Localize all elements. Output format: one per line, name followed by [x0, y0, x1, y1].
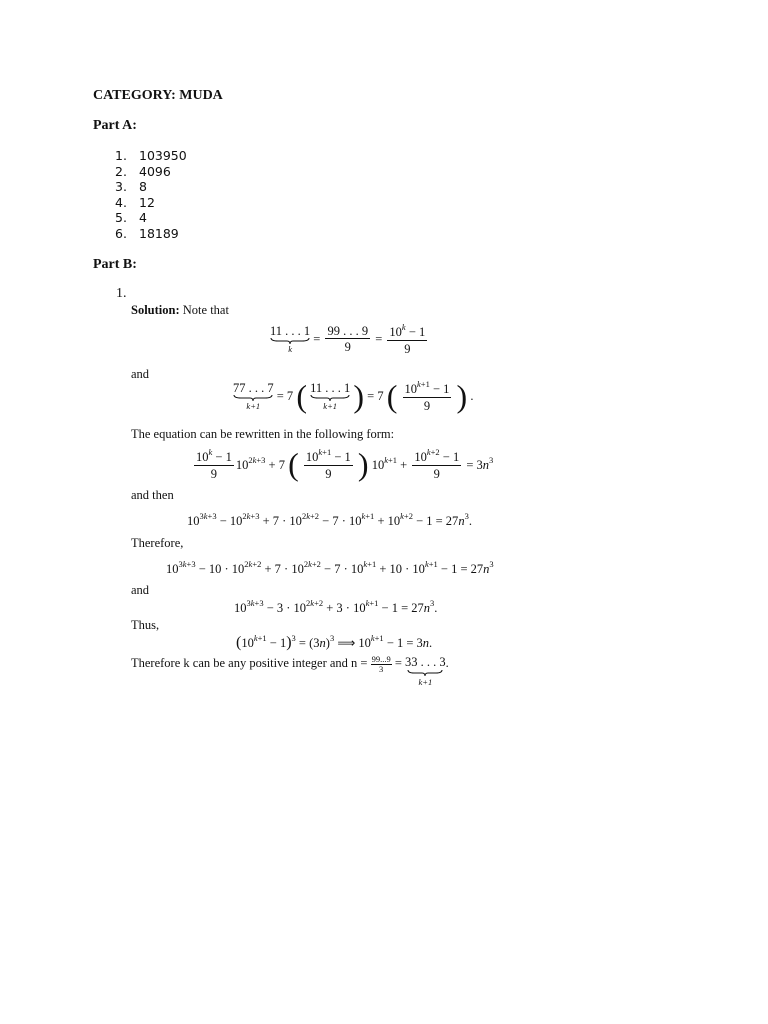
thus-text: Thus, — [131, 618, 160, 632]
part-a-title: Part A: — [93, 118, 137, 133]
equation-repunit: 11 . . . 1 k = $\frac{99 . . . 9}{9}$ = $\frac{10^k - 1}{9}$ — [270, 322, 426, 356]
list-item: 6. 18189 — [115, 225, 179, 241]
and-then-text: and then — [131, 488, 174, 502]
list-item: 5. 4 — [115, 210, 147, 226]
conclusion-text: Therefore k can be any positive integer and n = — [131, 655, 368, 670]
equation-cube: $(10^{k+1} - 1)^3 = (3n)^3$ ⟹ $10^{k+1} - 1 = 3n$. — [236, 633, 433, 651]
and-text-1: and — [131, 367, 150, 381]
equation-sevens: 77 . . . 7 k+1 = 7 ( 11 . . . 1 k+1 ) = 7 ( $\frac{10^{k+1} - 1}{9}$ ) . — [233, 378, 474, 414]
equation-simplified: $10^{3k+3} - 3 \cdot 10^{2k+2} + 3 \cdot 10^{k+1} - 1 = 27n^3$. — [234, 598, 438, 615]
conclusion-line: Therefore k can be any positive integer and n = $\frac{99...9}{3}$ = 33 . . . 3 k+1 . — [131, 654, 449, 687]
list-item: 2. 4096 — [115, 163, 171, 179]
equation-expanded: $10^{3k+3} - 10^{2k+3} + 7 \cdot 10^{2k+2} - 7 \cdot 10^{k+1} + 10^{k+2} - 1 = 27n^3$. — [187, 511, 472, 528]
part-b-title: Part B: — [93, 257, 137, 272]
and-text-2: and — [131, 583, 150, 597]
list-item: 1. 103950 — [115, 148, 187, 163]
list-item: 4. 12 — [115, 194, 155, 210]
list-item: 3. 8 — [115, 179, 147, 195]
fraction-nines-over-three: $\frac{99...9}{3}$ — [371, 654, 391, 674]
therefore-text: Therefore, — [131, 536, 184, 550]
category-title: CATEGORY: MUDA — [93, 88, 223, 103]
equation-regrouped: $10^{3k+3} - 10 \cdot 10^{2k+2} + 7 \cdot 10^{2k+2} - 7 \cdot 10^{k+1} + 10 \cdot 10^{k+1} - 1 = 27n^3$ — [166, 559, 494, 576]
part-a-answer-list — [115, 148, 187, 242]
equation-rewritten: $\frac{10^k - 1}{9}$ $10^{2k+3} + 7$ ( $\frac{10^{k+1} - 1}{9}$ ) $10^{k+1}$ + $\frac{10^{k+2} - 1}{9}$ = $3n^3$ — [196, 446, 494, 482]
note-that-text: Note that — [182, 303, 229, 317]
rewritten-text: The equation can be rewritten in the following form: — [131, 427, 395, 441]
question-number: 1. — [116, 286, 127, 301]
solution-label: Solution: — [131, 303, 180, 317]
solution-intro — [131, 303, 229, 318]
threes-underbrace: 33 . . . 3 k+1 — [405, 655, 446, 687]
